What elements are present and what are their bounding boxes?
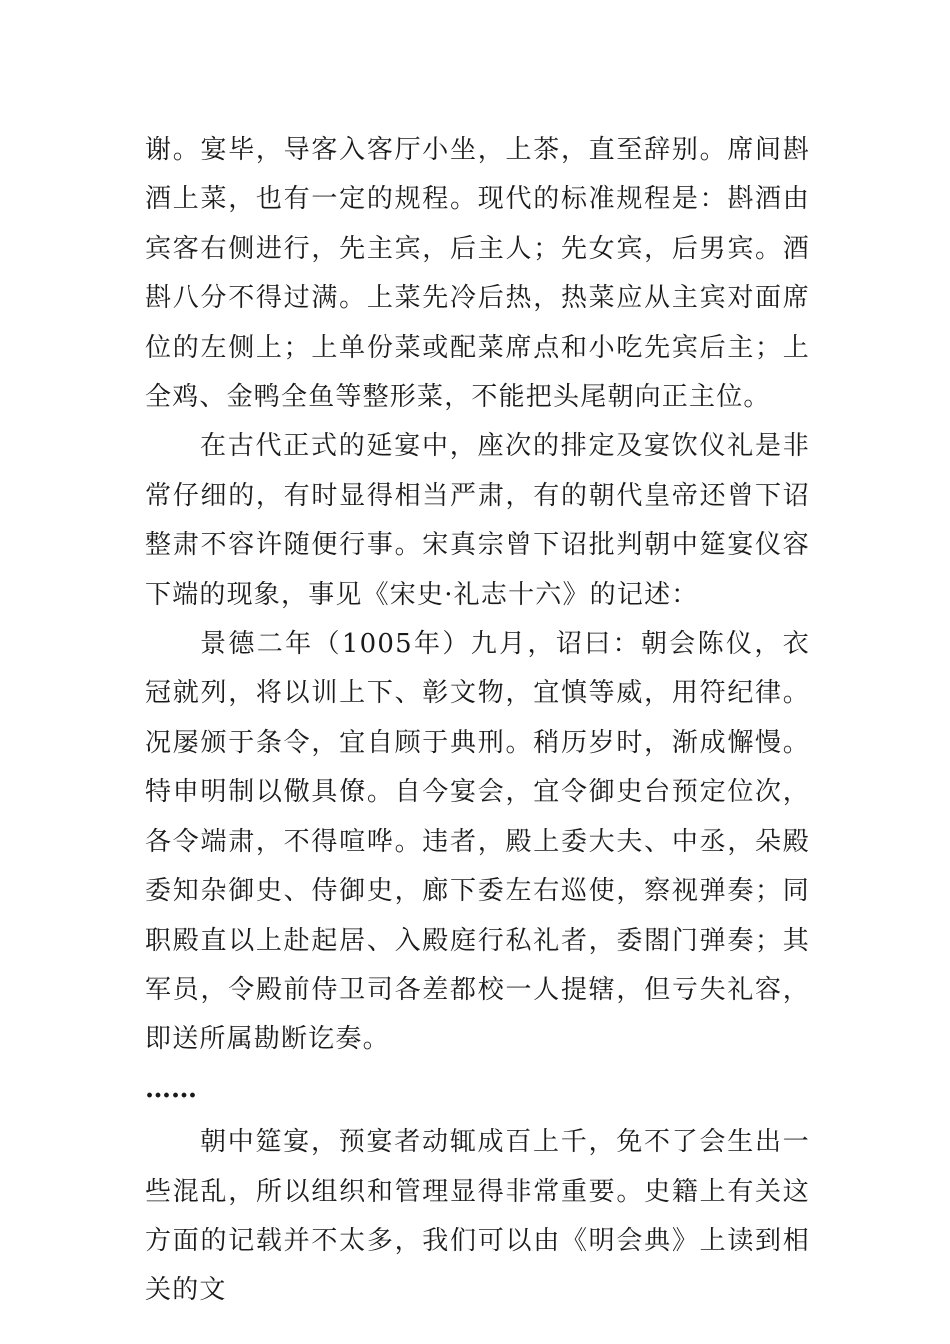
paragraph-court-banquet: 朝中筵宴，预宴者动辄成百上千，免不了会生出一些混乱，所以组织和管理显得非常重要。史籍上有关这方面的记载并不太多，我们可以由《明会典》上读到相关的文: [145, 1127, 810, 1306]
paragraph-imperial-edict: 景德二年（1005年）九月，诏曰：朝会陈仪，衣冠就列，将以训上下、彰文物，宜慎等威，用符纪律。况屡颁于条令，宜自顾于典刑。稍历岁时，渐成懈慢。特申明制以儆具僚。自今宴会，宜令御史台预定位次，各令端肃，不得喧哗。违者，殿上委大夫、中丞，朵殿委知杂御史、侍御史，廊下委左右巡使，察视弹奏；同职殿直以上赴起居、入殿庭行私礼者，委閤门弹奏；其军员，令殿前侍卫司各差都校一人提辖，但亏失礼容，即送所属勘断讫奏。: [145, 629, 810, 1055]
ellipsis-marker: ……: [145, 1073, 197, 1104]
document-page: [145, 126, 810, 1316]
paragraph-ancient-banquet: 在古代正式的延宴中，座次的排定及宴饮仪礼是非常仔细的，有时显得相当严肃，有的朝代皇帝还曾下诏整肃不容许随便行事。宋真宗曾下诏批判朝中筵宴仪容下端的现象，事见《宋史·礼志十六》的记述：: [145, 431, 810, 610]
paragraph-banquet-etiquette: 谢。宴毕，导客入客厅小坐，上茶，直至辞别。席间斟酒上菜，也有一定的规程。现代的标准规程是：斟酒由宾客右侧进行，先主宾，后主人；先女宾，后男宾。酒斟八分不得过满。上菜先冷后热，热菜应从主宾对面席位的左侧上；上单份菜或配菜席点和小吃先宾后主；上全鸡、金鸭全鱼等整形菜，不能把头尾朝向正主位。: [145, 135, 810, 413]
